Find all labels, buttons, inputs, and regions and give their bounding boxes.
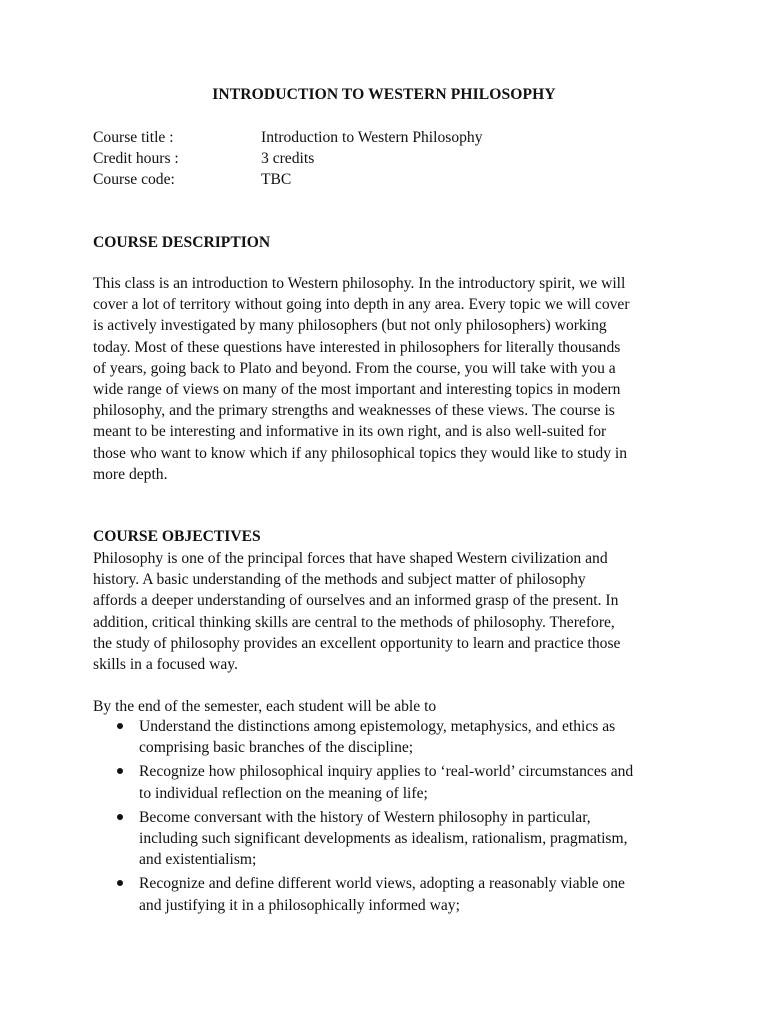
- course-title-label: Course title :: [93, 129, 174, 146]
- description-line: more depth.: [93, 465, 168, 483]
- bullet-icon: [117, 814, 123, 820]
- list-item: [93, 761, 693, 803]
- objectives-line: history. A basic understanding of the methods and subject matter of philosophy: [93, 571, 586, 589]
- description-line: This class is an introduction to Western philosophy. In the introductory spirit, we will: [93, 275, 626, 292]
- course-info-table: [93, 127, 483, 190]
- list-item-line: Recognize and define different world views, adopting a reasonably viable one: [139, 875, 625, 893]
- description-line: of years, going back to Plato and beyond. From the course, you will take with you a: [93, 359, 616, 377]
- course-code-row: [93, 169, 483, 190]
- description-heading: COURSE DESCRIPTION: [93, 234, 271, 251]
- credit-hours-value: 3 credits: [261, 150, 315, 167]
- credit-hours-row: [93, 148, 483, 169]
- description-line: those who want to know which if any philosophical topics they would like to study in: [93, 444, 628, 462]
- list-item: [93, 807, 693, 871]
- objectives-heading: COURSE OBJECTIVES: [93, 528, 261, 545]
- description-line: philosophy, and the primary strengths and weaknesses of these views. The course is: [93, 402, 615, 420]
- objectives-intro: By the end of the semester, each student will be able to: [93, 698, 437, 715]
- description-line: today. Most of these questions have interested in philosophers for literally thousands: [93, 338, 621, 356]
- bullet-icon: [117, 723, 123, 729]
- list-item-line: and justifying it in a philosophically informed way;: [139, 896, 460, 914]
- document-title: INTRODUCTION TO WESTERN PHILOSOPHY: [212, 86, 556, 103]
- list-item-line: Recognize how philosophical inquiry applies to ‘real-world’ circumstances and: [139, 763, 634, 781]
- objectives-line: Philosophy is one of the principal forces that have shaped Western civilization and: [93, 550, 608, 567]
- list-item-line: and existentialism;: [139, 851, 257, 869]
- description-line: meant to be interesting and informative in its own right, and is also well-suited for: [93, 423, 607, 441]
- objectives-paragraph: [93, 548, 683, 675]
- course-title-row: [93, 127, 483, 148]
- list-item-line: Understand the distinctions among epistemology, metaphysics, and ethics as: [139, 718, 616, 735]
- objectives-line: addition, critical thinking skills are central to the methods of philosophy. Therefore,: [93, 613, 615, 631]
- description-line: wide range of views on many of the most important and interesting topics in modern: [93, 381, 621, 399]
- list-item-line: comprising basic branches of the discipline;: [139, 739, 414, 757]
- bullet-icon: [117, 880, 123, 886]
- list-item: [93, 716, 693, 758]
- objectives-line: affords a deeper understanding of ourselves and an informed grasp of the present. In: [93, 592, 619, 610]
- objectives-line: the study of philosophy provides an excellent opportunity to learn and practice those: [93, 634, 621, 652]
- objectives-line: skills in a focused way.: [93, 656, 238, 674]
- objectives-list: [93, 716, 693, 919]
- list-item-line: including such significant developments as idealism, rationalism, pragmatism,: [139, 830, 628, 848]
- description-paragraph: [93, 273, 683, 485]
- description-line: is actively investigated by many philosophers (but not only philosophers) working: [93, 317, 607, 335]
- list-item-line: to individual reflection on the meaning of life;: [139, 784, 428, 802]
- list-item: [93, 873, 693, 915]
- course-code-label: Course code:: [93, 171, 175, 188]
- credit-hours-label: Credit hours :: [93, 150, 179, 167]
- course-code-value: TBC: [261, 171, 292, 188]
- list-item-line: Become conversant with the history of Western philosophy in particular,: [139, 808, 591, 826]
- bullet-icon: [117, 768, 123, 774]
- description-line: cover a lot of territory without going into depth in any area. Every topic we will cover: [93, 296, 630, 314]
- course-title-value: Introduction to Western Philosophy: [261, 129, 483, 146]
